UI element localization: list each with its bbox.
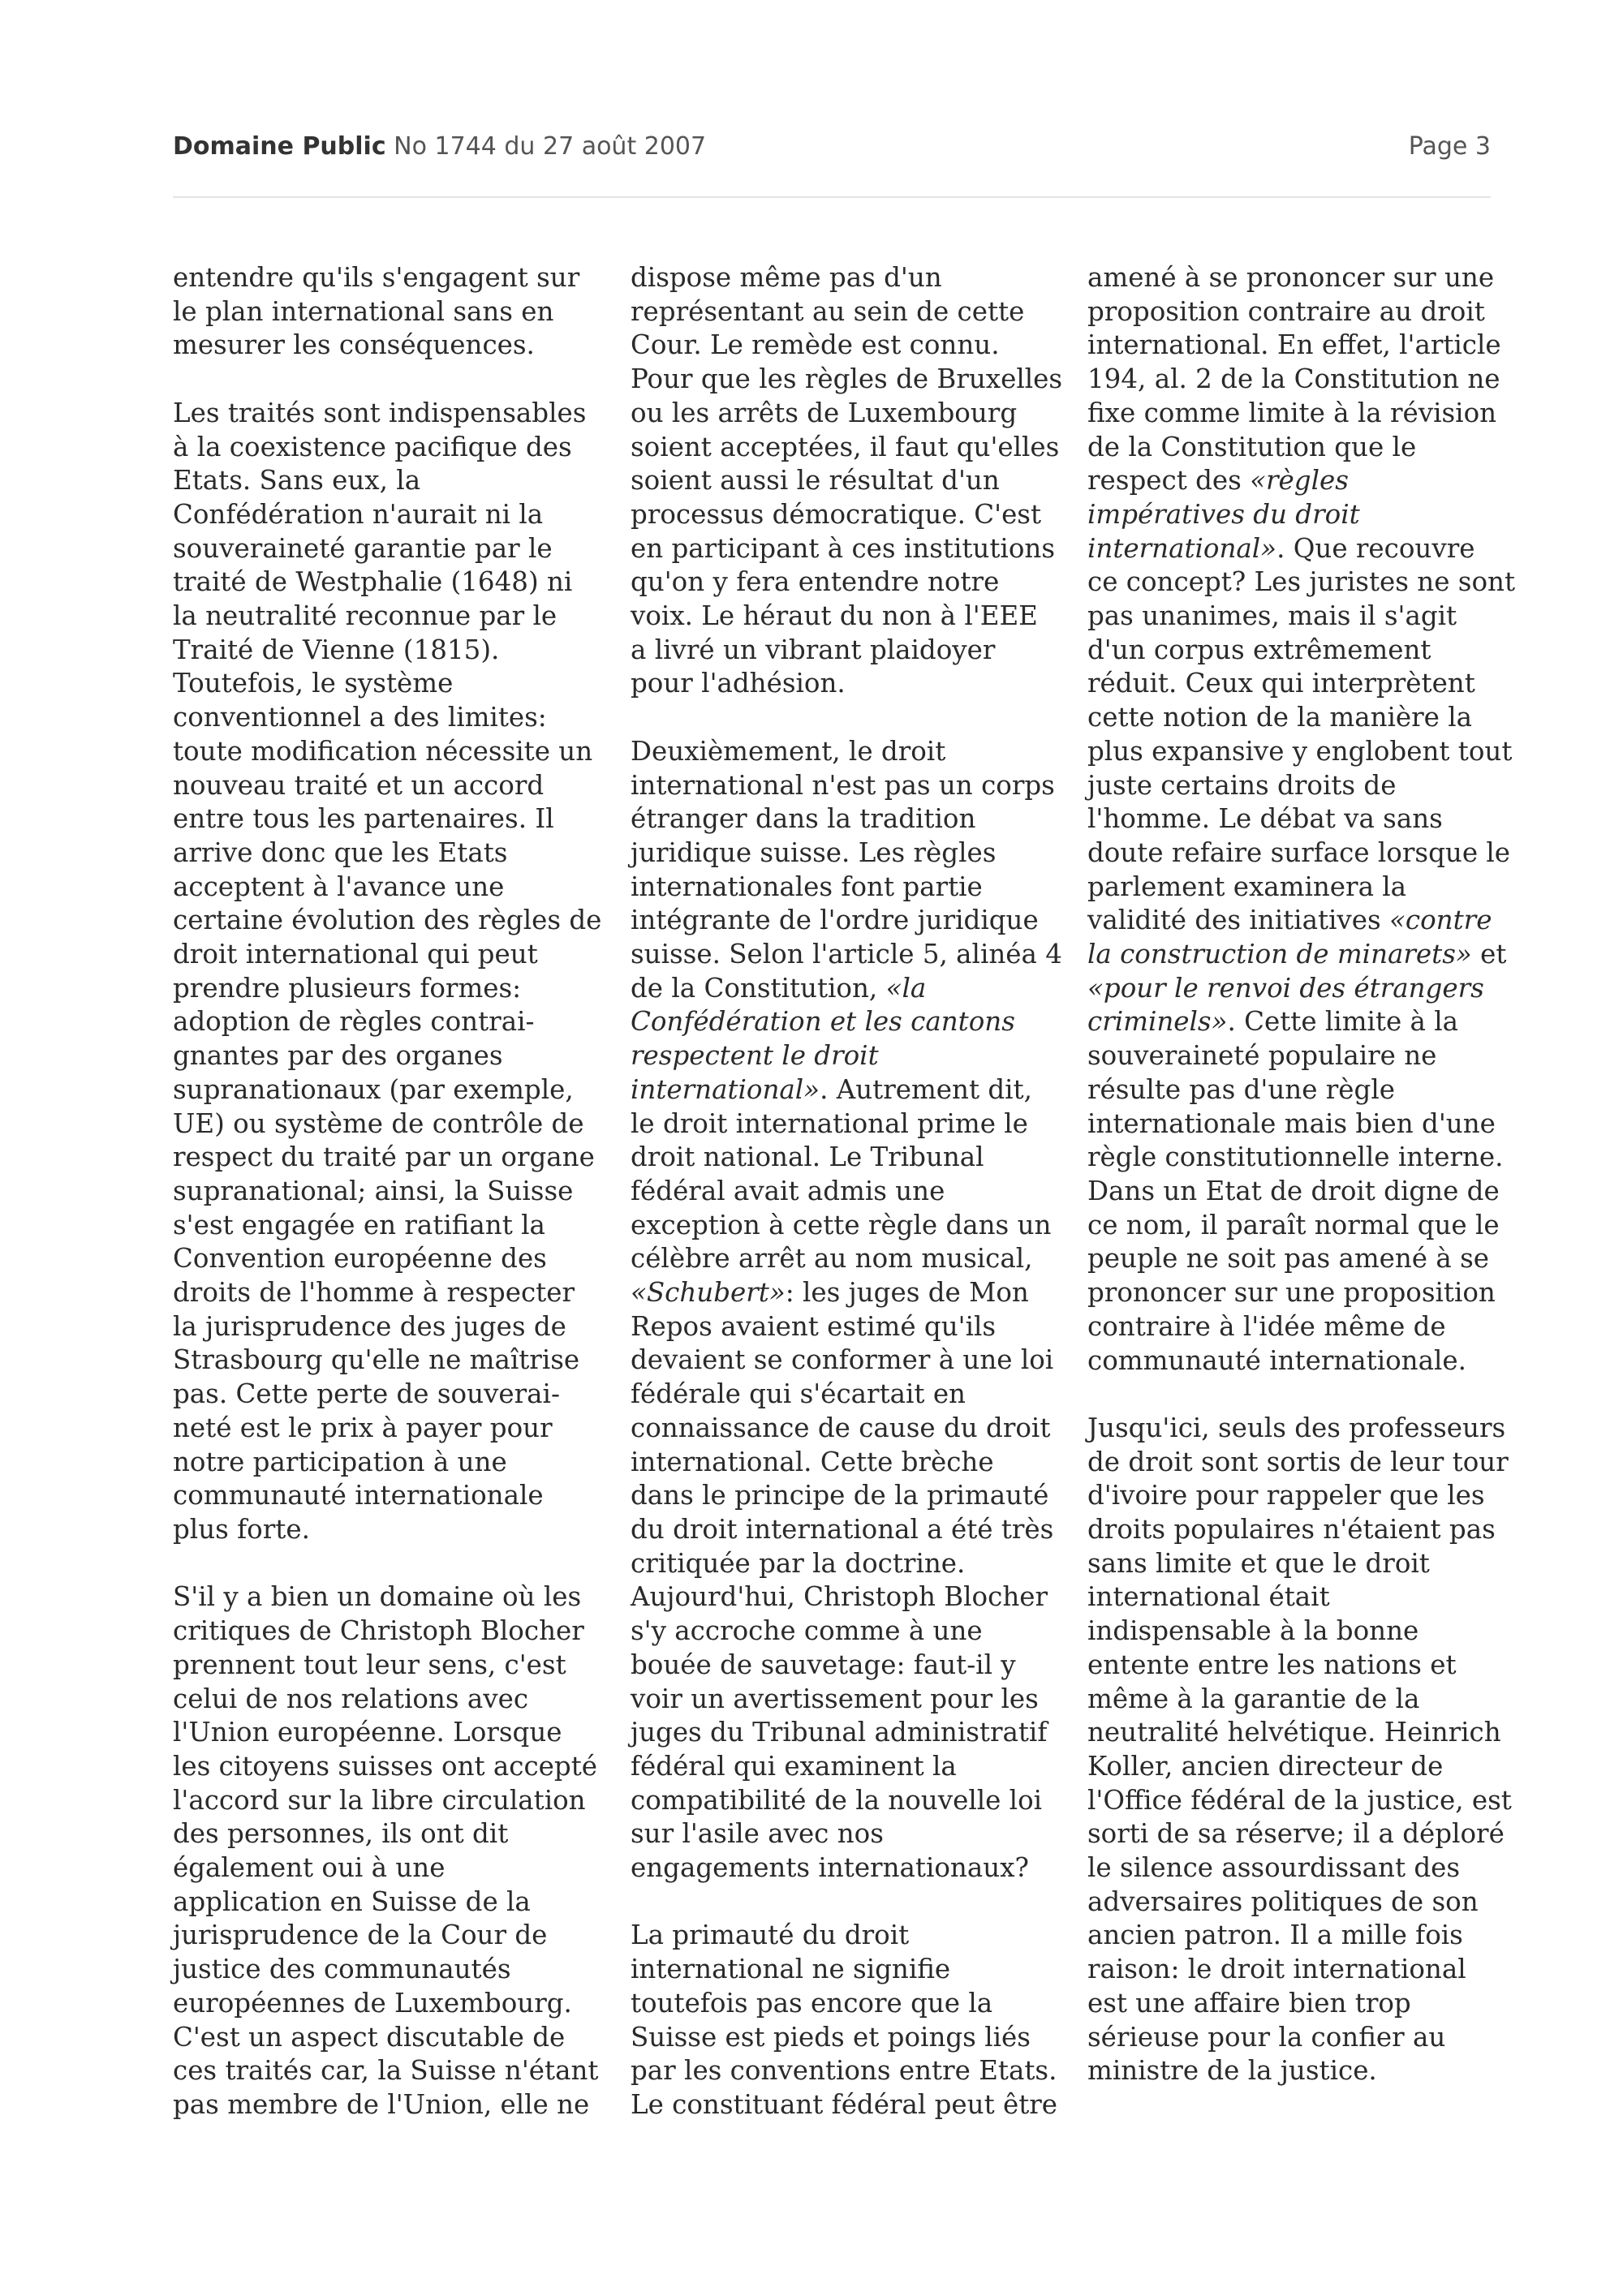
text-line: critiques de Christoph Blocher bbox=[173, 1615, 584, 1647]
column-2 bbox=[631, 261, 1061, 2156]
text-line: peuple ne soit pas amené à se bbox=[1087, 1243, 1489, 1275]
text-line: règle constitutionnelle interne. bbox=[1087, 1142, 1504, 1173]
text-line: international». Que recouvre bbox=[1087, 532, 1475, 564]
text-line: fédérale qui s'écartait en bbox=[631, 1378, 966, 1410]
text-line: Toutefois, le système bbox=[173, 668, 454, 699]
text-line: Convention européenne des bbox=[173, 1243, 547, 1275]
page-header bbox=[173, 132, 1491, 171]
text-line: de la Constitution que le bbox=[1087, 431, 1417, 462]
paragraph bbox=[1087, 261, 1518, 1378]
text-line: droits de l'homme à respecter bbox=[173, 1277, 575, 1309]
text-line: Le constituant fédéral peut être bbox=[631, 2088, 1058, 2120]
text-line: par les conventions entre Etats. bbox=[631, 2055, 1057, 2087]
text-line: d'un corpus extrêmement bbox=[1087, 634, 1431, 665]
text-line: nouveau traité et un accord bbox=[173, 769, 545, 801]
text-line: même à la garantie de la bbox=[1087, 1683, 1420, 1714]
text-line: toute modification nécessite un bbox=[173, 735, 593, 767]
text-line: certaine évolution des règles de bbox=[173, 905, 602, 936]
text-line: engagements internationaux? bbox=[631, 1852, 1029, 1884]
text-line: a livré un vibrant plaidoyer bbox=[631, 634, 996, 665]
text-line: «Schubert»: les juges de Mon bbox=[631, 1277, 1029, 1309]
text-line: voir un avertissement pour les bbox=[631, 1683, 1039, 1714]
text-line: mesurer les conséquences. bbox=[173, 329, 535, 361]
text-line: proposition contraire au droit bbox=[1087, 295, 1485, 327]
column-3 bbox=[1087, 261, 1518, 2122]
text-line: compatibilité de la nouvelle loi bbox=[631, 1784, 1043, 1816]
text-line: Koller, ancien directeur de bbox=[1087, 1750, 1444, 1782]
text-line: qu'on y fera entendre notre bbox=[631, 566, 1000, 598]
text-line: entente entre les nations et bbox=[1087, 1649, 1457, 1680]
text-line: ministre de la justice. bbox=[1087, 2055, 1377, 2087]
text-line: indispensable à la bonne bbox=[1087, 1615, 1419, 1647]
text-line: l'accord sur la libre circulation bbox=[173, 1784, 586, 1816]
text-line: sorti de sa réserve; il a déploré bbox=[1087, 1818, 1505, 1850]
text-line: ancien patron. Il a mille fois bbox=[1087, 1920, 1463, 1951]
text-line: validité des initiatives «contre bbox=[1087, 905, 1492, 936]
text-line: de la Constitution, «la bbox=[631, 972, 927, 1004]
text-line: les citoyens suisses ont accepté bbox=[173, 1750, 597, 1782]
text-line: entendre qu'ils s'engagent sur bbox=[173, 262, 580, 293]
text-line: internationales font partie bbox=[631, 871, 983, 902]
text-line: juges du Tribunal administratif bbox=[631, 1717, 1048, 1748]
text-line: du droit international a été très bbox=[631, 1514, 1054, 1545]
text-line: international. Cette brèche bbox=[631, 1446, 994, 1477]
text-line: international ne signifie bbox=[631, 1954, 951, 1985]
text-line: représentant au sein de cette bbox=[631, 295, 1025, 327]
text-line: Traité de Vienne (1815). bbox=[173, 634, 500, 665]
text-line: S'il y a bien un domaine où les bbox=[173, 1581, 582, 1613]
text-line: sans limite et que le droit bbox=[1087, 1547, 1430, 1579]
text-line: adoption de règles contrai- bbox=[173, 1006, 535, 1038]
text-line: sur l'asile avec nos bbox=[631, 1818, 884, 1850]
text-line: ou les arrêts de Luxembourg bbox=[631, 397, 1018, 428]
text-line: Les traités sont indispensables bbox=[173, 397, 587, 428]
text-line: amené à se prononcer sur une bbox=[1087, 262, 1495, 293]
text-line: Confédération et les cantons bbox=[631, 1006, 1015, 1038]
text-line: la jurisprudence des juges de bbox=[173, 1310, 566, 1342]
text-line: pas. Cette perte de souverai- bbox=[173, 1378, 560, 1410]
text-line: Jusqu'ici, seuls des professeurs bbox=[1087, 1412, 1506, 1443]
text-line: célèbre arrêt au nom musical, bbox=[631, 1243, 1033, 1275]
text-line: fédéral qui examinent la bbox=[631, 1750, 957, 1782]
text-line: application en Suisse de la bbox=[173, 1885, 531, 1917]
text-line: suisse. Selon l'article 5, alinéa 4 bbox=[631, 939, 1062, 970]
text-line: international était bbox=[1087, 1581, 1330, 1613]
text-line: souveraineté populaire ne bbox=[1087, 1040, 1437, 1072]
text-line: réduit. Ceux qui interprètent bbox=[1087, 668, 1475, 699]
text-line: respect des «règles bbox=[1087, 465, 1349, 497]
text-line: soient acceptées, il faut qu'elles bbox=[631, 431, 1060, 462]
text-line: traité de Westphalie (1648) ni bbox=[173, 566, 573, 598]
text-line: communauté internationale bbox=[173, 1480, 544, 1511]
text-line: critiquée par la doctrine. bbox=[631, 1547, 966, 1579]
text-line: processus démocratique. C'est bbox=[631, 498, 1042, 530]
text-line: Strasbourg qu'elle ne maîtrise bbox=[173, 1344, 580, 1376]
text-line: pas membre de l'Union, elle ne bbox=[173, 2088, 590, 2120]
text-line: parlement examinera la bbox=[1087, 871, 1407, 902]
text-line: souveraineté garantie par le bbox=[173, 532, 553, 564]
text-line: exception à cette règle dans un bbox=[631, 1209, 1052, 1240]
text-line: européennes de Luxembourg. bbox=[173, 1987, 572, 2019]
text-line: neutralité helvétique. Heinrich bbox=[1087, 1717, 1501, 1748]
text-line: fédéral avait admis une bbox=[631, 1175, 945, 1206]
text-line: ce nom, il paraît normal que le bbox=[1087, 1209, 1500, 1240]
text-line: également oui à une bbox=[173, 1852, 446, 1884]
text-line: pour l'adhésion. bbox=[631, 668, 846, 699]
text-line: l'homme. Le débat va sans bbox=[1087, 803, 1443, 835]
text-line: Cour. Le remède est connu. bbox=[631, 329, 1000, 361]
paragraph bbox=[631, 261, 1061, 701]
text-line: étranger dans la tradition bbox=[631, 803, 976, 835]
text-line: droits populaires n'étaient pas bbox=[1087, 1514, 1496, 1545]
paragraph bbox=[1087, 1412, 1518, 2088]
text-line: celui de nos relations avec bbox=[173, 1683, 529, 1714]
text-line: bouée de sauvetage: faut-il y bbox=[631, 1649, 1016, 1680]
text-line: Etats. Sans eux, la bbox=[173, 465, 421, 497]
text-line: s'est engagée en ratifiant la bbox=[173, 1209, 545, 1240]
text-line: La primauté du droit bbox=[631, 1920, 910, 1951]
text-line: des personnes, ils ont dit bbox=[173, 1818, 509, 1850]
text-line: dans le principe de la primauté bbox=[631, 1480, 1049, 1511]
text-line: la neutralité reconnue par le bbox=[173, 600, 558, 632]
text-line: est une affaire bien trop bbox=[1087, 1987, 1411, 2019]
text-line: international». Autrement dit, bbox=[631, 1073, 1032, 1105]
text-line: intégrante de l'ordre juridique bbox=[631, 905, 1039, 936]
publication-name: Domaine Public bbox=[173, 132, 386, 161]
text-line: criminels». Cette limite à la bbox=[1087, 1006, 1459, 1038]
text-line: prennent tout leur sens, c'est bbox=[173, 1649, 566, 1680]
text-line: droit national. Le Tribunal bbox=[631, 1142, 984, 1173]
text-line: respectent le droit bbox=[631, 1040, 879, 1072]
text-line: résulte pas d'une règle bbox=[1087, 1073, 1395, 1105]
text-line: juridique suisse. Les règles bbox=[631, 836, 997, 868]
text-line: juste certains droits de bbox=[1087, 769, 1397, 801]
text-line: jurisprudence de la Cour de bbox=[173, 1920, 548, 1951]
text-line: s'y accroche comme à une bbox=[631, 1615, 983, 1647]
text-line: UE) ou système de contrôle de bbox=[173, 1107, 584, 1139]
paragraph bbox=[173, 261, 603, 363]
issue-info: No 1744 du 27 août 2007 bbox=[394, 132, 707, 161]
text-line: international n'est pas un corps bbox=[631, 769, 1055, 801]
text-line: entre tous les partenaires. Il bbox=[173, 803, 554, 835]
text-line: l'Office fédéral de la justice, est bbox=[1087, 1784, 1512, 1816]
text-line: gnantes par des organes bbox=[173, 1040, 503, 1072]
text-line: toutefois pas encore que la bbox=[631, 1987, 993, 2019]
header-divider bbox=[173, 196, 1491, 198]
text-line: impératives du droit bbox=[1087, 498, 1360, 530]
text-line: acceptent à l'avance une bbox=[173, 871, 505, 902]
text-line: le silence assourdissant des bbox=[1087, 1852, 1461, 1884]
text-line: plus forte. bbox=[173, 1514, 310, 1545]
text-line: la construction de minarets» et bbox=[1087, 939, 1507, 970]
text-line: en participant à ces institutions bbox=[631, 532, 1055, 564]
text-line: ce concept? Les juristes ne sont bbox=[1087, 566, 1515, 598]
text-line: respect du traité par un organe bbox=[173, 1142, 595, 1173]
text-line: d'ivoire pour rappeler que les bbox=[1087, 1480, 1485, 1511]
text-line: à la coexistence pacifique des bbox=[173, 431, 572, 462]
text-line: adversaires politiques de son bbox=[1087, 1885, 1479, 1917]
paragraph bbox=[173, 1580, 603, 2122]
text-line: internationale mais bien d'une bbox=[1087, 1107, 1496, 1139]
text-line: cette notion de la manière la bbox=[1087, 702, 1472, 733]
text-line: le droit international prime le bbox=[631, 1107, 1028, 1139]
text-line: neté est le prix à payer pour bbox=[173, 1412, 553, 1443]
text-line: contraire à l'idée même de bbox=[1087, 1310, 1446, 1342]
text-line: pas unanimes, mais il s'agit bbox=[1087, 600, 1457, 632]
text-line: Confédération n'aurait ni la bbox=[173, 498, 544, 530]
text-line: Dans un Etat de droit digne de bbox=[1087, 1175, 1500, 1206]
text-line: Aujourd'hui, Christoph Blocher bbox=[631, 1581, 1048, 1613]
text-line: dispose même pas d'un bbox=[631, 262, 942, 293]
text-line: devaient se conformer à une loi bbox=[631, 1344, 1054, 1376]
text-line: droit international qui peut bbox=[173, 939, 538, 970]
text-line: sérieuse pour la confier au bbox=[1087, 2021, 1446, 2053]
text-line: raison: le droit international bbox=[1087, 1954, 1466, 1985]
text-line: connaissance de cause du droit bbox=[631, 1412, 1051, 1443]
text-line: 194, al. 2 de la Constitution ne bbox=[1087, 363, 1500, 395]
text-line: Deuxièmement, le droit bbox=[631, 735, 946, 767]
publication-line bbox=[173, 132, 706, 161]
paragraph bbox=[173, 397, 603, 1547]
text-line: le plan international sans en bbox=[173, 295, 554, 327]
text-line: justice des communautés bbox=[173, 1954, 511, 1985]
text-line: prononcer sur une proposition bbox=[1087, 1277, 1496, 1309]
text-line: soient aussi le résultat d'un bbox=[631, 465, 1000, 497]
text-line: Suisse est pieds et poings liés bbox=[631, 2021, 1031, 2053]
text-line: Pour que les règles de Bruxelles bbox=[631, 363, 1063, 395]
text-line: de droit sont sortis de leur tour bbox=[1087, 1446, 1509, 1477]
paragraph bbox=[631, 735, 1061, 1885]
text-line: international. En effet, l'article bbox=[1087, 329, 1501, 361]
page-number: Page 3 bbox=[1408, 132, 1491, 161]
text-line: conventionnel a des limites: bbox=[173, 702, 547, 733]
text-line: doute refaire surface lorsque le bbox=[1087, 836, 1511, 868]
paragraph bbox=[631, 1919, 1061, 2122]
text-line: prendre plusieurs formes: bbox=[173, 972, 522, 1004]
text-line: arrive donc que les Etats bbox=[173, 836, 508, 868]
text-line: supranationaux (par exemple, bbox=[173, 1073, 574, 1105]
text-line: supranational; ainsi, la Suisse bbox=[173, 1175, 574, 1206]
text-line: voix. Le héraut du non à l'EEE bbox=[631, 600, 1038, 632]
text-line: plus expansive y englobent tout bbox=[1087, 735, 1513, 767]
text-line: communauté internationale. bbox=[1087, 1344, 1466, 1376]
text-line: C'est un aspect discutable de bbox=[173, 2021, 566, 2053]
column-1 bbox=[173, 261, 603, 2156]
text-line: Repos avaient estimé qu'ils bbox=[631, 1310, 997, 1342]
text-line: notre participation à une bbox=[173, 1446, 507, 1477]
text-line: l'Union européenne. Lorsque bbox=[173, 1717, 562, 1748]
text-line: «pour le renvoi des étrangers bbox=[1087, 972, 1484, 1004]
text-line: ces traités car, la Suisse n'étant bbox=[173, 2055, 599, 2087]
text-line: fixe comme limite à la révision bbox=[1087, 397, 1497, 428]
